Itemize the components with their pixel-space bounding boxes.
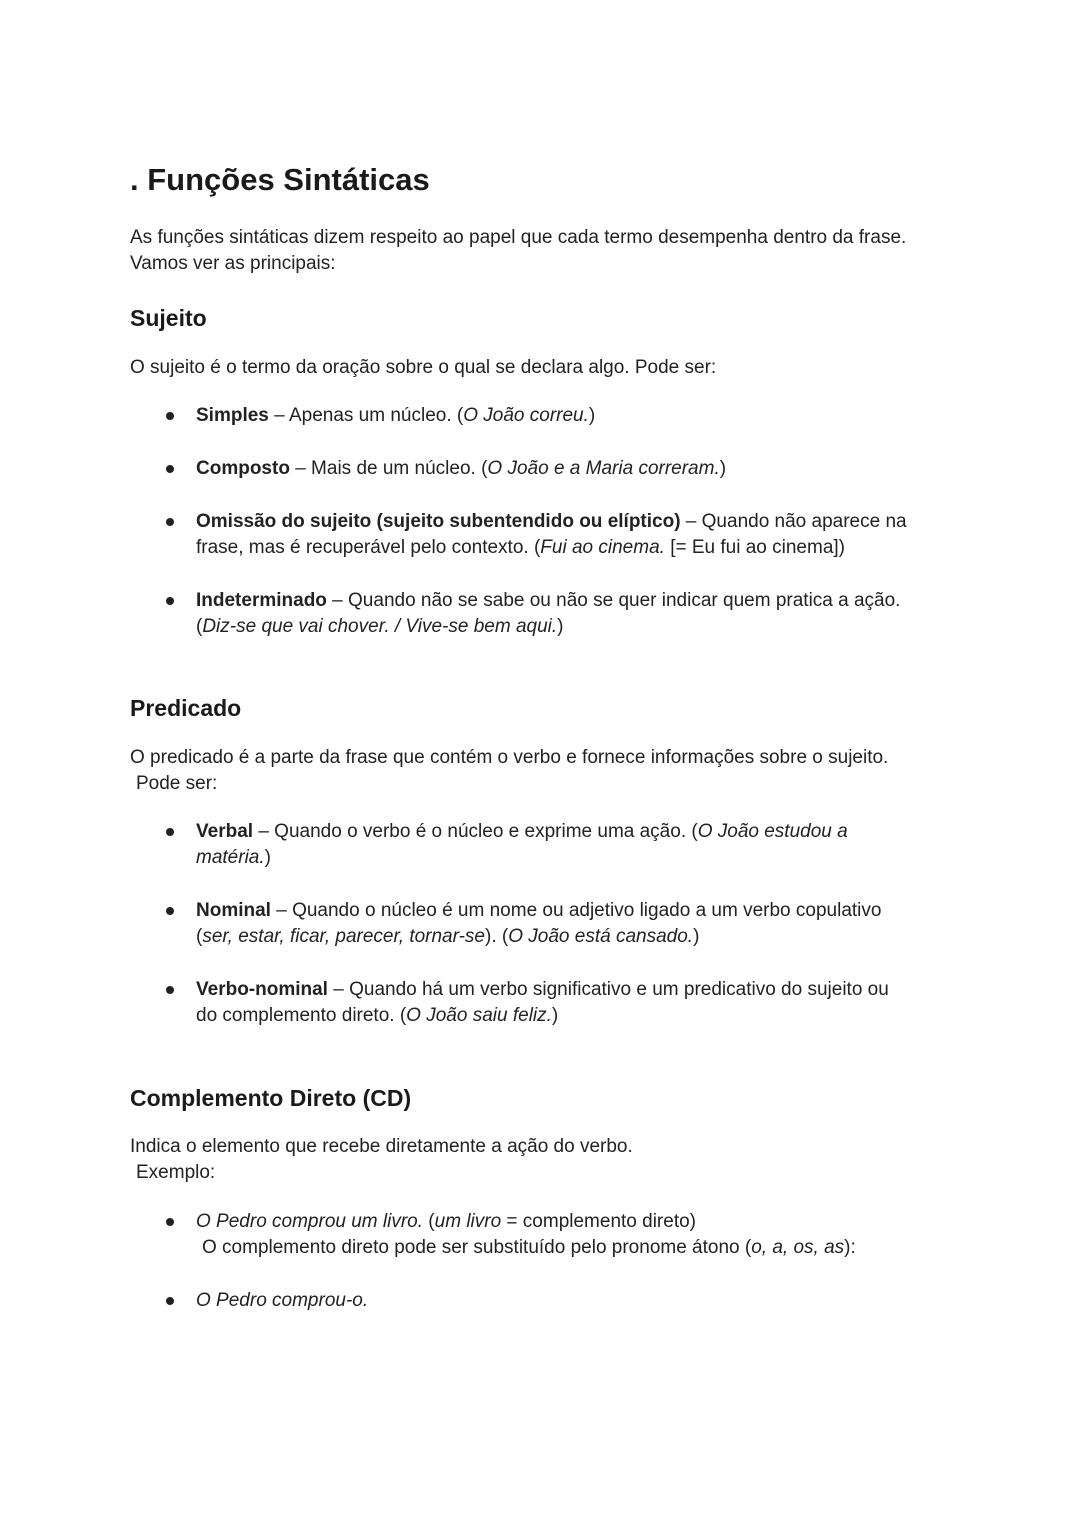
example-text: O João estudou a — [697, 821, 848, 842]
term-label: Verbal — [196, 821, 254, 842]
bullet-icon — [166, 1297, 174, 1305]
list-item — [196, 1209, 956, 1261]
cd-sub-a: O complemento direto pode ser substituído pelo pronome átono ( — [202, 1237, 752, 1258]
term-label: Omissão do sujeito (sujeito subentendido ou elíptico) — [196, 511, 681, 532]
term-desc: – Quando o núcleo é um nome ou adjetivo ligado a um verbo copulativo — [270, 900, 882, 921]
example-text: O Pedro comprou-o. — [196, 1290, 369, 1311]
example-text: Diz-se que vai chover. / Vive-se bem aqui. — [202, 616, 558, 637]
bullet-icon — [166, 907, 174, 915]
cd-note-a: ( — [423, 1211, 435, 1232]
list-item — [196, 588, 956, 640]
term-desc: – Quando não aparece na — [680, 511, 907, 532]
cd-note-term: um livro — [434, 1211, 502, 1232]
cd-line-2: Exemplo: — [136, 1162, 216, 1183]
bullet-icon — [166, 1218, 174, 1226]
term-desc-cont: frase, mas é recuperável pelo contexto. ( — [196, 537, 541, 558]
term-desc: – Quando o verbo é o núcleo e exprime uma ação. ( — [253, 821, 698, 842]
list-item — [196, 403, 956, 429]
pronoun-list: o, a, os, as — [751, 1237, 845, 1258]
term-label: Verbo-nominal — [196, 979, 328, 1000]
term-label: Composto — [196, 458, 290, 479]
intro-line-1: As funções sintáticas dizem respeito ao papel que cada termo desempenha dentro da frase. — [130, 227, 907, 248]
example-text: O Pedro comprou um livro. — [196, 1211, 424, 1232]
term-desc: – Mais de um núcleo. ( — [289, 458, 488, 479]
term-desc: – Quando não se sabe ou não se quer indicar quem pratica a ação. — [326, 590, 901, 611]
term-tail: ) — [693, 926, 700, 947]
list-item — [196, 1288, 956, 1314]
example-text: O João e a Maria correram. — [487, 458, 720, 479]
example-text: O João está cansado. — [508, 926, 694, 947]
term-tail: ) — [264, 847, 271, 868]
page-title: . Funções Sintáticas — [130, 162, 430, 197]
example-text-cont: matéria. — [196, 847, 265, 868]
term-desc-cont: ( — [196, 616, 203, 637]
heading-sujeito: Sujeito — [130, 305, 207, 331]
term-tail: ) — [551, 1005, 559, 1026]
term-desc-cont: ( — [196, 926, 203, 947]
verb-list: ser, estar, ficar, parecer, tornar-se — [202, 926, 485, 947]
list-item — [196, 509, 956, 561]
list-item — [196, 819, 956, 871]
list-item — [196, 977, 956, 1029]
term-label: Indeterminado — [196, 590, 327, 611]
example-text: O João saiu feliz. — [406, 1005, 552, 1026]
bullet-icon — [166, 518, 174, 526]
term-tail: [= Eu fui ao cinema]) — [664, 537, 845, 558]
term-desc: – Apenas um núcleo. ( — [268, 405, 464, 426]
term-label: Simples — [196, 405, 269, 426]
example-text: Fui ao cinema. — [540, 537, 665, 558]
list-item — [196, 456, 956, 482]
heading-complemento-direto: Complemento Direto (CD) — [130, 1085, 412, 1111]
predicado-line-1: O predicado é a parte da frase que contém o verbo e fornece informações sobre o sujeito. — [130, 747, 889, 768]
term-tail: ) — [557, 616, 564, 637]
intro-paragraph — [130, 225, 970, 277]
term-tail: ) — [588, 405, 596, 426]
term-mid: ). ( — [485, 926, 509, 947]
cd-sub-c: ): — [844, 1237, 856, 1258]
bullet-icon — [166, 986, 174, 994]
list-item — [196, 898, 956, 950]
term-tail: ) — [719, 458, 727, 479]
term-label: Nominal — [196, 900, 271, 921]
cd-line-1: Indica o elemento que recebe diretamente a ação do verbo. — [130, 1136, 633, 1157]
term-desc-cont: do complemento direto. ( — [196, 1005, 407, 1026]
example-text: O João correu. — [463, 405, 589, 426]
bullet-icon — [166, 412, 174, 420]
bullet-icon — [166, 597, 174, 605]
predicado-definition — [130, 745, 970, 797]
heading-predicado: Predicado — [130, 695, 242, 721]
bullet-icon — [166, 828, 174, 836]
cd-note-c: = complemento direto) — [501, 1211, 696, 1232]
bullet-icon — [166, 465, 174, 473]
term-desc: – Quando há um verbo significativo e um predicativo do sujeito ou — [327, 979, 889, 1000]
predicado-line-2: Pode ser: — [136, 773, 218, 794]
cd-definition — [130, 1134, 970, 1186]
intro-line-2: Vamos ver as principais: — [130, 253, 336, 274]
sujeito-definition: O sujeito é o termo da oração sobre o qual se declara algo. Pode ser: — [130, 357, 717, 378]
